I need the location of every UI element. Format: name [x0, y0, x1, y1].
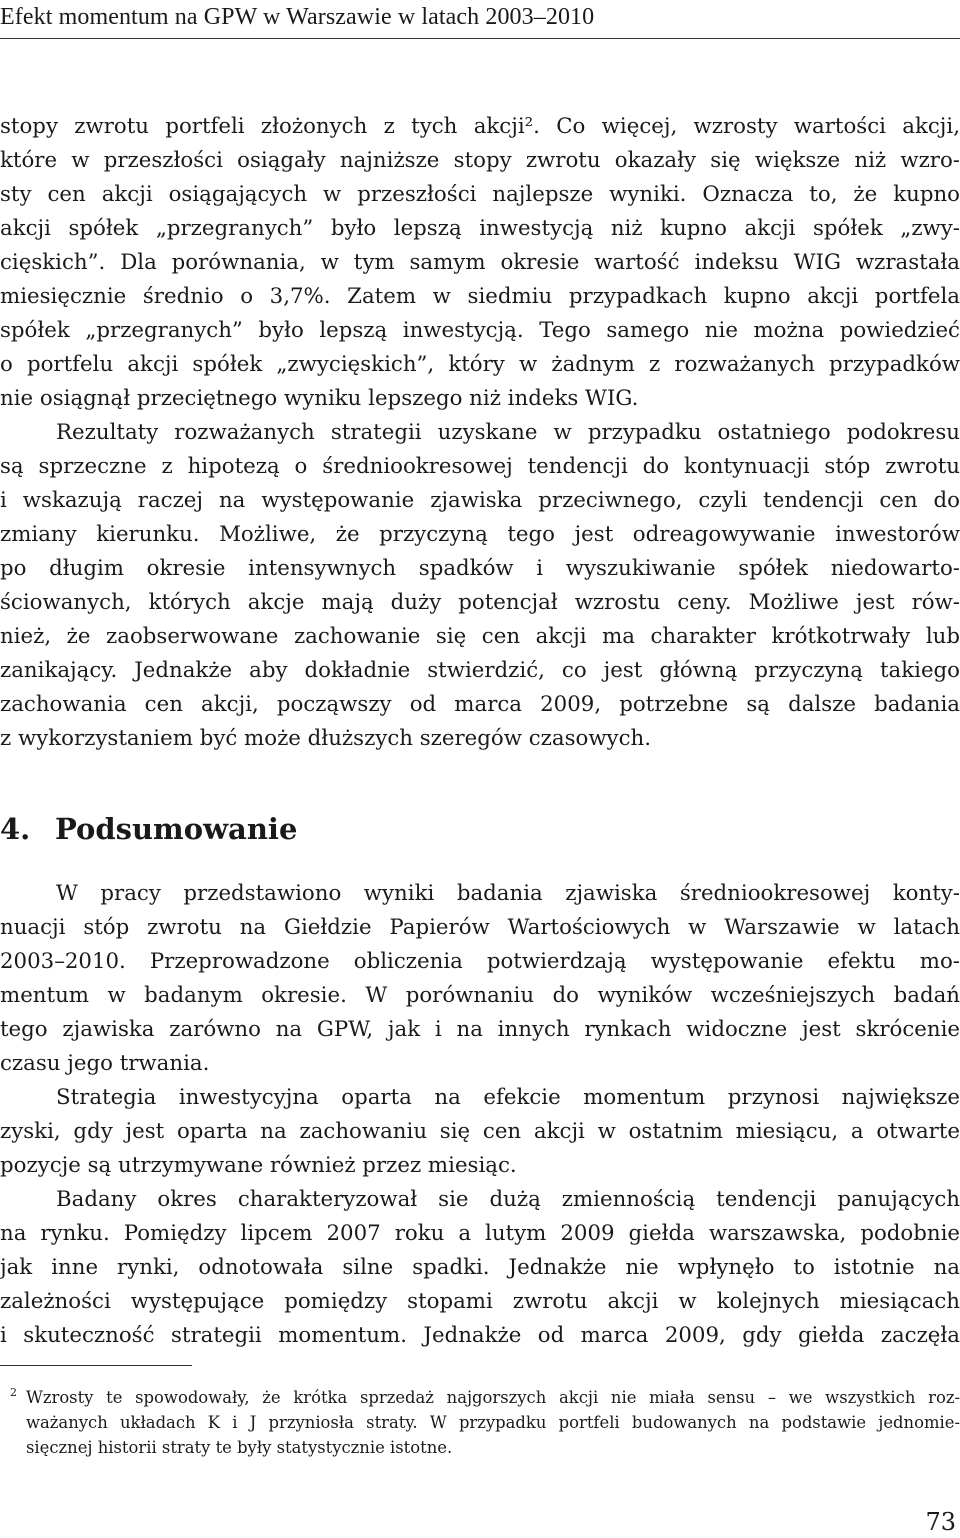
text-line: tego zjawiska zarówno na GPW, jak i na innych rynkach widoczne jest skrócenie — [0, 1017, 960, 1042]
header-divider — [0, 38, 960, 39]
text-line: o portfelu akcji spółek „zwycięskich”, który w żadnym z rozważanych przypadków — [0, 352, 960, 377]
text-line: Strategia inwestycyjna oparta na efekcie momentum przynosi największe — [56, 1085, 960, 1110]
footnote-divider — [0, 1365, 192, 1366]
running-header: Efekt momentum na GPW w Warszawie w latach 2003–2010 — [0, 4, 595, 30]
text-line: które w przeszłości osiągały najniższe stopy zwrotu okazały się większe niż wzro- — [0, 148, 960, 173]
footnote-line — [0, 1385, 960, 1410]
text-line: stopy zwrotu portfeli złożonych z tych akcji². Co więcej, wzrosty wartości akcji, — [0, 114, 960, 139]
text-line: i skuteczność strategii momentum. Jednakże od marca 2009, gdy giełda zaczęła — [0, 1323, 960, 1348]
text-line: Rezultaty rozważanych strategii uzyskane w przypadku ostatniego podokresu — [56, 420, 960, 445]
text-line: są sprzeczne z hipotezą o średniookresowej tendencji do kontynuacji stóp zwrotu — [0, 454, 960, 479]
section-title: Podsumowanie — [55, 812, 298, 846]
footnote — [0, 1385, 960, 1460]
text-line: zachowania cen akcji, począwszy od marca 2009, potrzebne są dalsze badania — [0, 692, 960, 717]
text-line: zanikający. Jednakże aby dokładnie stwierdzić, co jest główną przyczyną takiego — [0, 658, 960, 683]
page-number: 73 — [925, 1508, 956, 1536]
text-line: akcji spółek „przegranych” było lepszą inwestycją niż kupno akcji spółek „zwy- — [0, 216, 960, 241]
footnote-line: sięcznej historii straty te były statystycznie istotne. — [26, 1438, 453, 1457]
section-heading — [0, 812, 297, 846]
paragraph-3 — [0, 877, 960, 1081]
text-line: jak inne rynki, odnotowała silne spadki. Jednakże nie wpłynęło to istotnie na — [0, 1255, 960, 1280]
text-line: po długim okresie intensywnych spadków i wyszukiwanie spółek niedowarto- — [0, 556, 960, 581]
text-line: nuacji stóp zwrotu na Giełdzie Papierów Wartościowych w Warszawie w latach — [0, 915, 960, 940]
text-line: Badany okres charakteryzował sie dużą zmiennością tendencji panujących — [56, 1187, 960, 1212]
paragraph-4 — [0, 1081, 960, 1183]
text-line: nie osiągnął przeciętnego wyniku lepszego niż indeks WIG. — [0, 386, 639, 411]
footnote-text: Wzrosty te spowodowały, że krótka sprzedaż najgorszych akcji nie miała sensu – we wszystkich roz- — [26, 1388, 960, 1407]
section-number: 4. — [0, 812, 31, 846]
text-line: nież, że zaobserwowane zachowanie się cen akcji ma charakter krótkotrwały lub — [0, 624, 960, 649]
text-line: sty cen akcji osiągających w przeszłości najlepsze wyniki. Oznacza to, że kupno — [0, 182, 960, 207]
footnote-line: ważanych układach K i J przyniosła straty. W przypadku portfeli budowanych na podstawie jednomie- — [26, 1413, 960, 1432]
text-line: zależności występujące pomiędzy stopami zwrotu akcji w kolejnych miesiącach — [0, 1289, 960, 1314]
footnote-mark: 2 — [10, 1386, 17, 1399]
paragraph-5 — [0, 1183, 960, 1353]
paragraph-2 — [0, 416, 960, 756]
text-line: cięskich”. Dla porównania, w tym samym okresie wartość indeksu WIG wzrastała — [0, 250, 960, 275]
text-line: z wykorzystaniem być może dłuższych szeregów czasowych. — [0, 726, 651, 751]
text-line: spółek „przegranych” było lepszą inwestycją. Tego samego nie można powiedzieć — [0, 318, 960, 343]
text-line: W pracy przedstawiono wyniki badania zjawiska średniookresowej konty- — [56, 881, 960, 906]
text-line: czasu jego trwania. — [0, 1051, 210, 1076]
paragraph-1 — [0, 110, 960, 416]
text-line: na rynku. Pomiędzy lipcem 2007 roku a lutym 2009 giełda warszawska, podobnie — [0, 1221, 960, 1246]
text-line: pozycje są utrzymywane również przez miesiąc. — [0, 1153, 517, 1178]
text-line: zyski, gdy jest oparta na zachowaniu się cen akcji w ostatnim miesiącu, a otwarte — [0, 1119, 960, 1144]
text-line: zmiany kierunku. Możliwe, że przyczyną tego jest odreagowywanie inwestorów — [0, 522, 960, 547]
text-line: ściowanych, których akcje mają duży potencjał wzrostu ceny. Możliwe jest rów- — [0, 590, 960, 615]
text-line: 2003–2010. Przeprowadzone obliczenia potwierdzają występowanie efektu mo- — [0, 949, 960, 974]
text-line: miesięcznie średnio o 3,7%. Zatem w siedmiu przypadkach kupno akcji portfela — [0, 284, 960, 309]
text-line: i wskazują raczej na występowanie zjawiska przeciwnego, czyli tendencji cen do — [0, 488, 960, 513]
text-line: mentum w badanym okresie. W porównaniu do wyników wcześniejszych badań — [0, 983, 960, 1008]
